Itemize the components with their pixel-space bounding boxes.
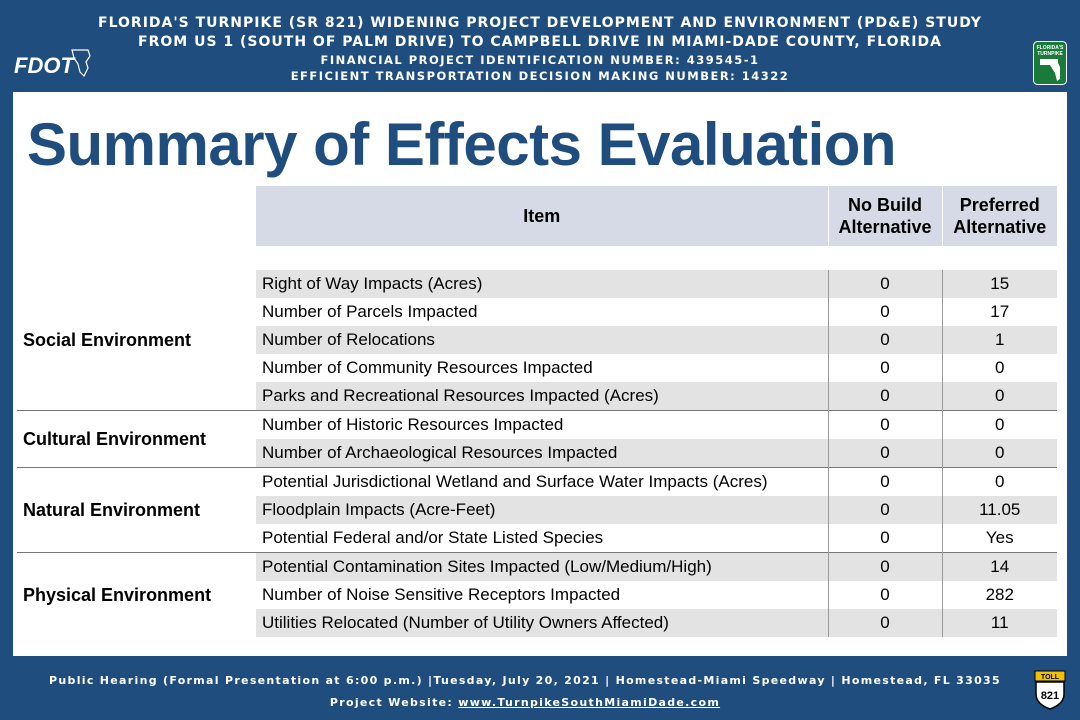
website-link[interactable]: www.TurnpikeSouthMiamiDade.com	[458, 696, 721, 709]
row-preferred: 0	[942, 468, 1057, 497]
row-preferred: 17	[942, 298, 1057, 326]
row-no-build: 0	[828, 270, 942, 298]
row-preferred: 1	[942, 326, 1057, 354]
content-panel	[13, 92, 1067, 656]
row-preferred: 11.05	[942, 496, 1057, 524]
website-label: Project Website:	[329, 696, 459, 709]
row-preferred: 0	[942, 354, 1057, 382]
row-item: Number of Relocations	[256, 326, 828, 354]
footer-banner	[0, 656, 1080, 720]
effects-table	[17, 186, 1057, 637]
header-no-build: No Build Alternative	[828, 186, 942, 246]
row-no-build: 0	[828, 439, 942, 468]
row-no-build: 0	[828, 326, 942, 354]
row-item: Number of Community Resources Impacted	[262, 358, 593, 377]
row-item: Right of Way Impacts (Acres)	[256, 270, 828, 298]
footer-hearing-info: Public Hearing (Formal Presentation at 6:00 p.m.) |Tuesday, July 20, 2021 | Homestead-Miami Speedway | Homestead, FL 33035	[49, 674, 1001, 687]
row-preferred: 11	[942, 609, 1057, 637]
category-social: Social Environment	[17, 270, 256, 411]
row-item: Utilities Relocated (Number of Utility Owners Affected)	[256, 609, 828, 637]
category-cultural: Cultural Environment	[17, 411, 256, 468]
header-blank-cell	[17, 186, 256, 246]
row-no-build: 0	[828, 468, 942, 497]
fdot-logo-text: FDOT	[14, 53, 74, 78]
turnpike-logo-line1: FLORIDA'S	[1036, 45, 1064, 51]
row-no-build: 0	[828, 354, 942, 382]
row-preferred: Yes	[942, 524, 1057, 553]
row-item: Parks and Recreational Resources Impacted (Acres)	[256, 382, 828, 411]
table-row	[17, 553, 1057, 582]
header-line-4: EFFICIENT TRANSPORTATION DECISION MAKING NUMBER: 14322	[290, 69, 790, 83]
table-header-row	[17, 186, 1057, 246]
row-item: Number of Historic Resources Impacted	[256, 411, 828, 440]
header-item: Item	[256, 186, 828, 246]
row-no-build: 0	[828, 496, 942, 524]
header-line-3: FINANCIAL PROJECT IDENTIFICATION NUMBER: 439545-1	[320, 53, 760, 67]
row-preferred: 14	[942, 553, 1057, 582]
page-title: Summary of Effects Evaluation	[27, 111, 897, 178]
shield-number: 821	[1040, 690, 1060, 702]
row-item: Number of Parcels Impacted	[262, 302, 478, 321]
row-no-build: 0	[828, 553, 942, 582]
row-preferred: 0	[942, 382, 1057, 411]
table-row	[17, 411, 1057, 440]
header-line-2: FROM US 1 (SOUTH OF PALM DRIVE) TO CAMPBELL DRIVE IN MIAMI-DADE COUNTY, FLORIDA	[138, 34, 942, 50]
category-physical: Physical Environment	[17, 553, 256, 638]
turnpike-logo-line2: TURNPIKE	[1037, 51, 1063, 57]
row-no-build: 0	[828, 298, 942, 326]
toll-821-shield-icon	[1034, 670, 1066, 710]
header-banner	[0, 0, 1080, 92]
row-item: Potential Jurisdictional Wetland and Surface Water Impacts (Acres)	[256, 468, 828, 497]
row-no-build: 0	[828, 581, 942, 609]
row-preferred: 0	[942, 439, 1057, 468]
row-item: Potential Federal and/or State Listed Species	[262, 528, 604, 547]
row-no-build: 0	[828, 382, 942, 411]
row-item: Floodplain Impacts (Acre-Feet)	[256, 496, 828, 524]
category-natural: Natural Environment	[17, 468, 256, 553]
table-row	[17, 270, 1057, 298]
row-no-build: 0	[828, 411, 942, 440]
row-preferred: 0	[942, 411, 1057, 440]
row-preferred: 15	[942, 270, 1057, 298]
row-item: Number of Noise Sensitive Receptors Impacted	[262, 585, 621, 604]
row-no-build: 0	[828, 524, 942, 553]
florida-turnpike-logo	[1033, 41, 1067, 85]
header-line-1: FLORIDA'S TURNPIKE (SR 821) WIDENING PROJECT DEVELOPMENT AND ENVIRONMENT (PD&E) STUDY	[98, 15, 982, 31]
shield-toll-text: TOLL	[1040, 674, 1060, 681]
row-no-build: 0	[828, 609, 942, 637]
row-item: Number of Archaeological Resources Impacted	[256, 439, 828, 468]
row-preferred: 282	[942, 581, 1057, 609]
header-preferred: Preferred Alternative	[942, 186, 1057, 246]
table-row	[17, 468, 1057, 497]
footer-website	[0, 696, 1050, 709]
row-item: Potential Contamination Sites Impacted (Low/Medium/High)	[256, 553, 828, 582]
